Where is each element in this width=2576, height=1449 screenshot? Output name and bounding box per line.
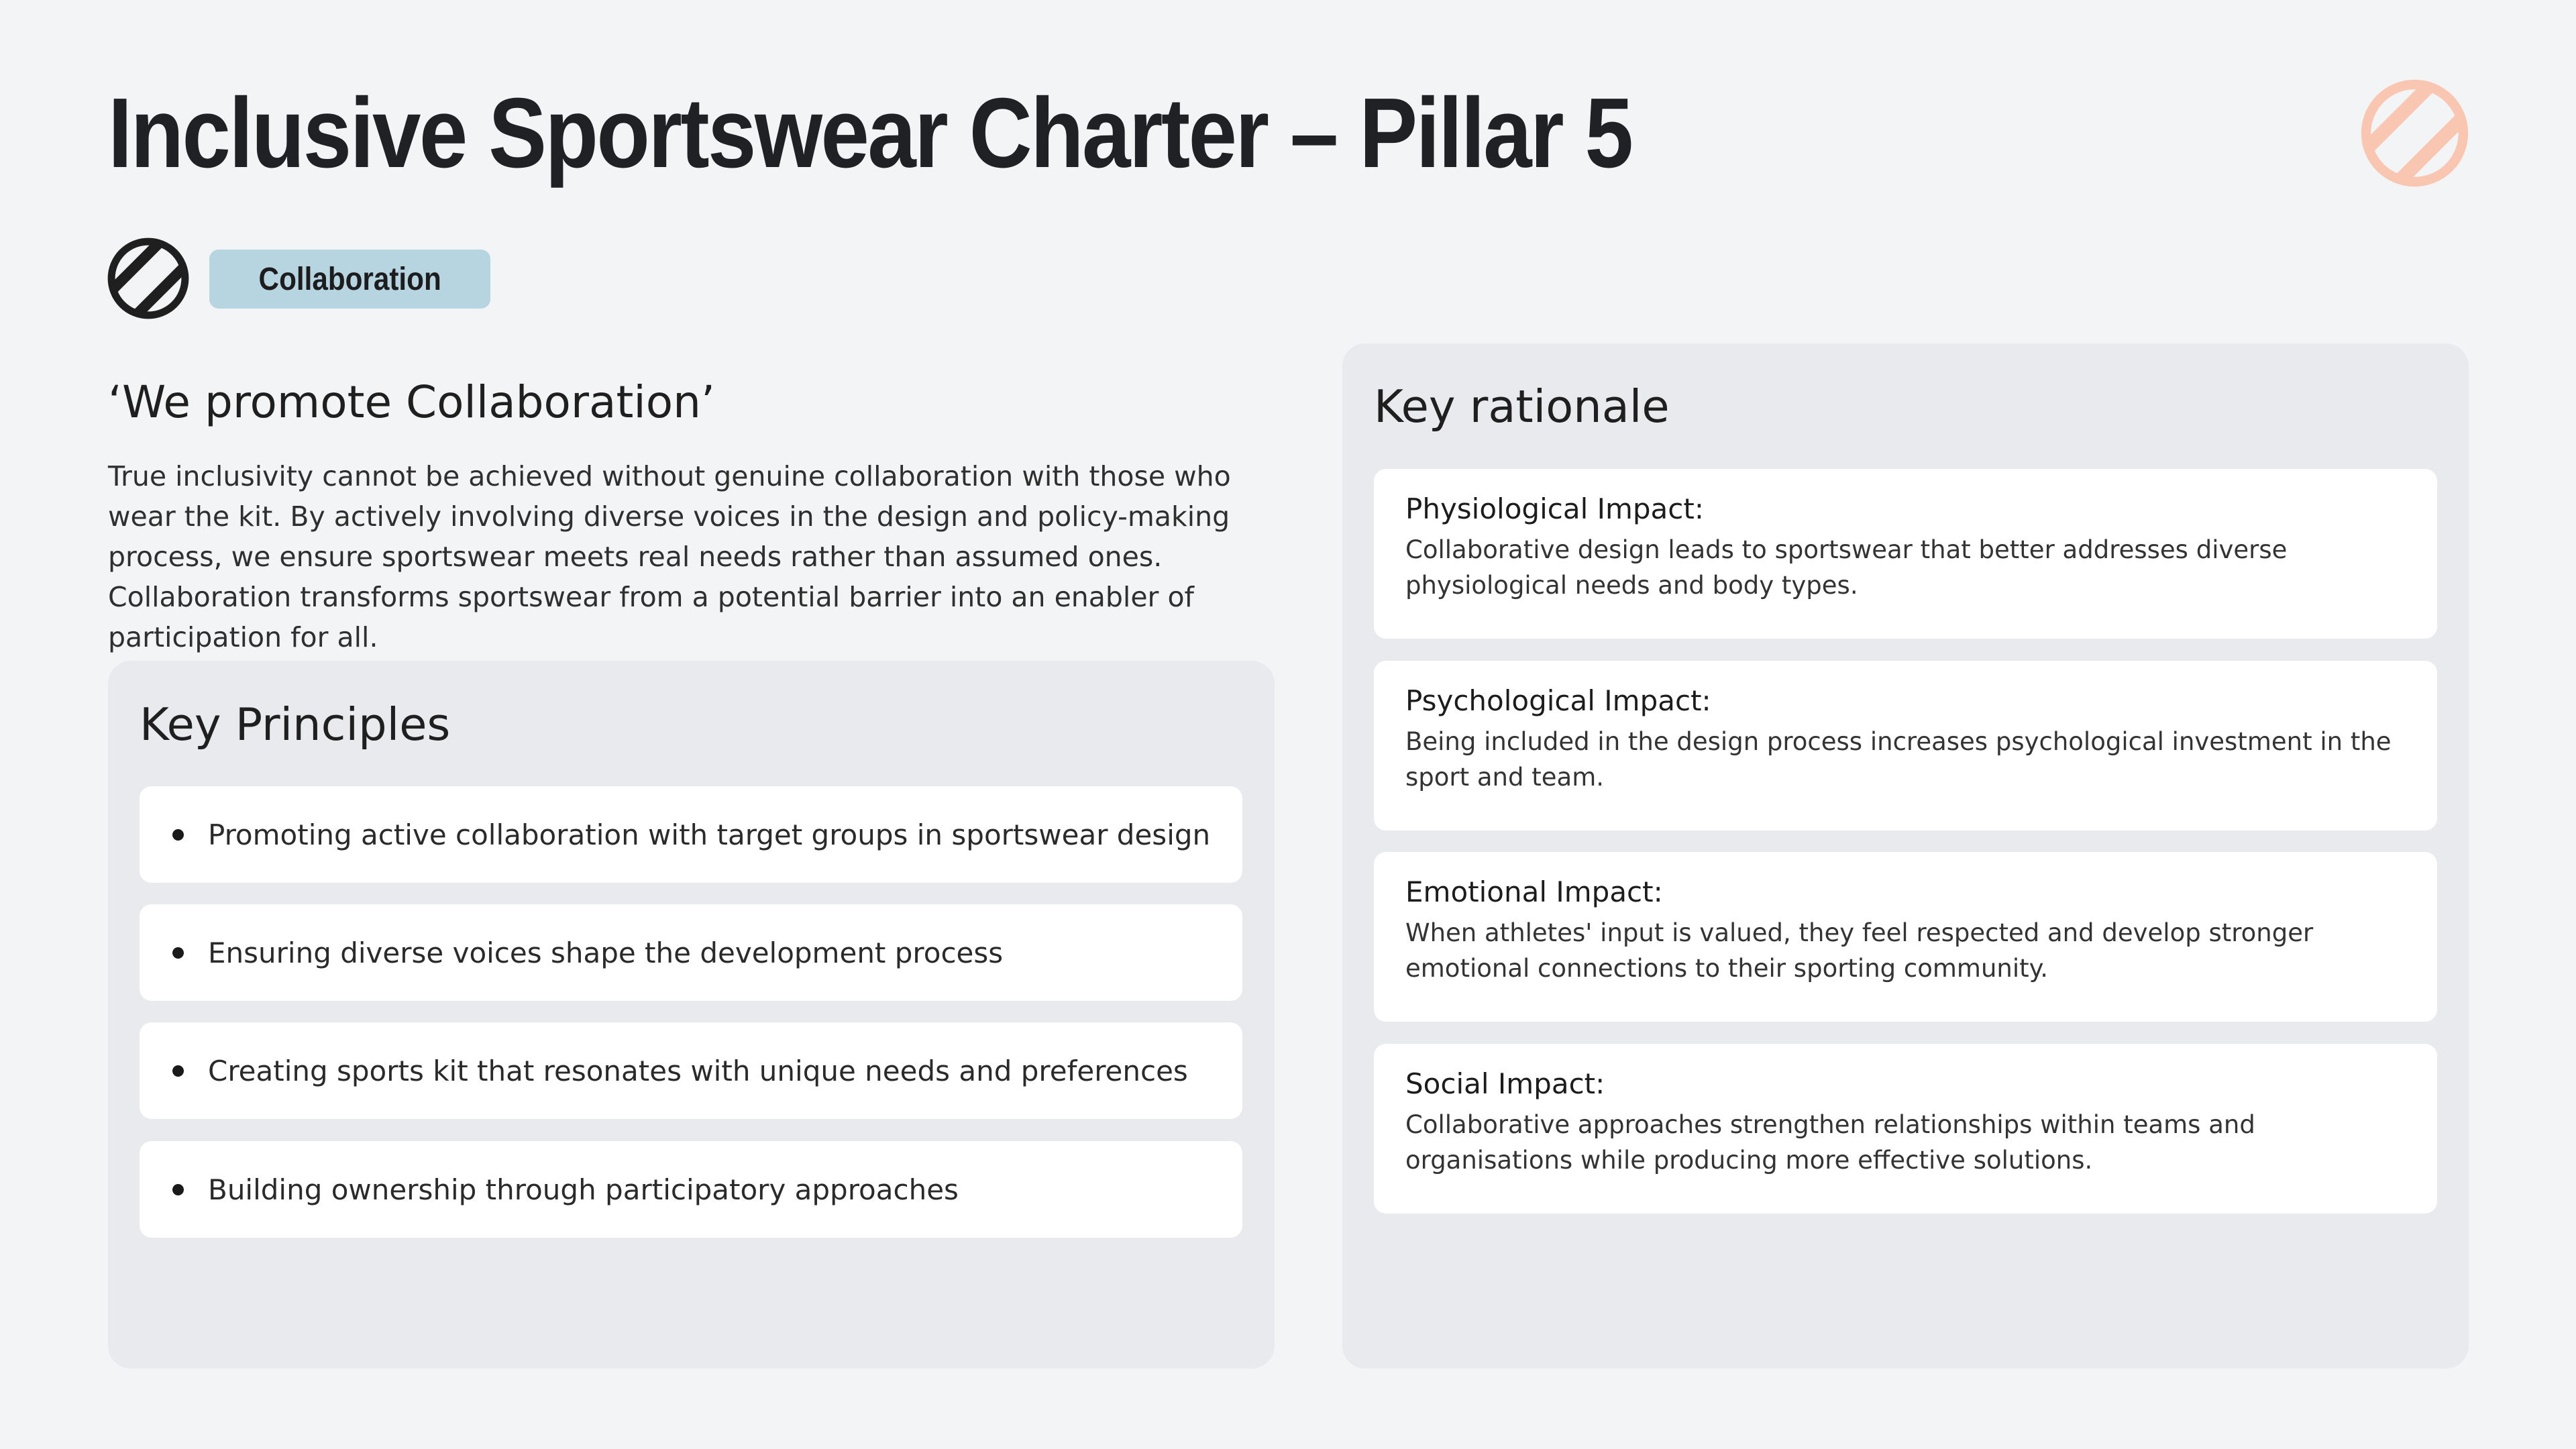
rationale-card-body: When athletes' input is valued, they feel respected and develop stronger emotional connections to their sporting community.	[1405, 918, 2314, 983]
striped-circle-icon	[107, 237, 189, 319]
rationale-card-title: Psychological Impact:	[1405, 684, 1711, 717]
principle-item	[140, 786, 1242, 883]
striped-circle-icon	[2361, 79, 2469, 187]
principle-text: Building ownership through participatory approaches	[208, 1173, 959, 1206]
pillar-tag-label: Collaboration	[258, 261, 441, 297]
intro-paragraph: True inclusivity cannot be achieved without genuine collaboration with those who wear the kit. By actively involving diverse voices in the design and policy-making process, we ensure sportswear meets real needs rather than assumed ones. Collaboration transforms sportswear from a potential barrier into an enabler of participation for all.	[108, 460, 1231, 653]
bullet-icon	[172, 829, 184, 841]
rationale-card-title: Physiological Impact:	[1405, 492, 1704, 525]
principle-item	[140, 1141, 1242, 1238]
principle-item	[140, 1022, 1242, 1119]
key-rationale-panel	[1342, 343, 2469, 1368]
rationale-card-title: Social Impact:	[1405, 1067, 1605, 1100]
rationale-card	[1374, 661, 2437, 830]
key-rationale-title: Key rationale	[1374, 380, 1670, 433]
pillar-tag	[209, 250, 490, 309]
rationale-card-body: Collaborative approaches strengthen relationships within teams and organisations while producing more effective solutions.	[1405, 1110, 2255, 1175]
bullet-icon	[172, 1184, 184, 1195]
rationale-card	[1374, 469, 2437, 639]
rationale-card-body: Collaborative design leads to sportswear that better addresses diverse physiological needs and body types.	[1405, 535, 2288, 600]
principle-text: Promoting active collaboration with target groups in sportswear design	[208, 818, 1211, 851]
rationale-card	[1374, 852, 2437, 1022]
key-principles-title: Key Principles	[140, 698, 451, 751]
bullet-icon	[172, 947, 184, 959]
page-title: Inclusive Sportswear Charter – Pillar 5	[108, 78, 1632, 189]
bullet-icon	[172, 1065, 184, 1077]
rationale-card-body: Being included in the design process increases psychological investment in the sport and team.	[1405, 727, 2392, 792]
principle-item	[140, 904, 1242, 1001]
principle-text: Creating sports kit that resonates with unique needs and preferences	[208, 1054, 1188, 1087]
rationale-card	[1374, 1044, 2437, 1214]
rationale-card-title: Emotional Impact:	[1405, 875, 1663, 908]
principle-text: Ensuring diverse voices shape the development process	[208, 936, 1004, 969]
key-principles-panel	[108, 661, 1275, 1368]
pillar-quote: ‘We promote Collaboration’	[108, 376, 715, 428]
